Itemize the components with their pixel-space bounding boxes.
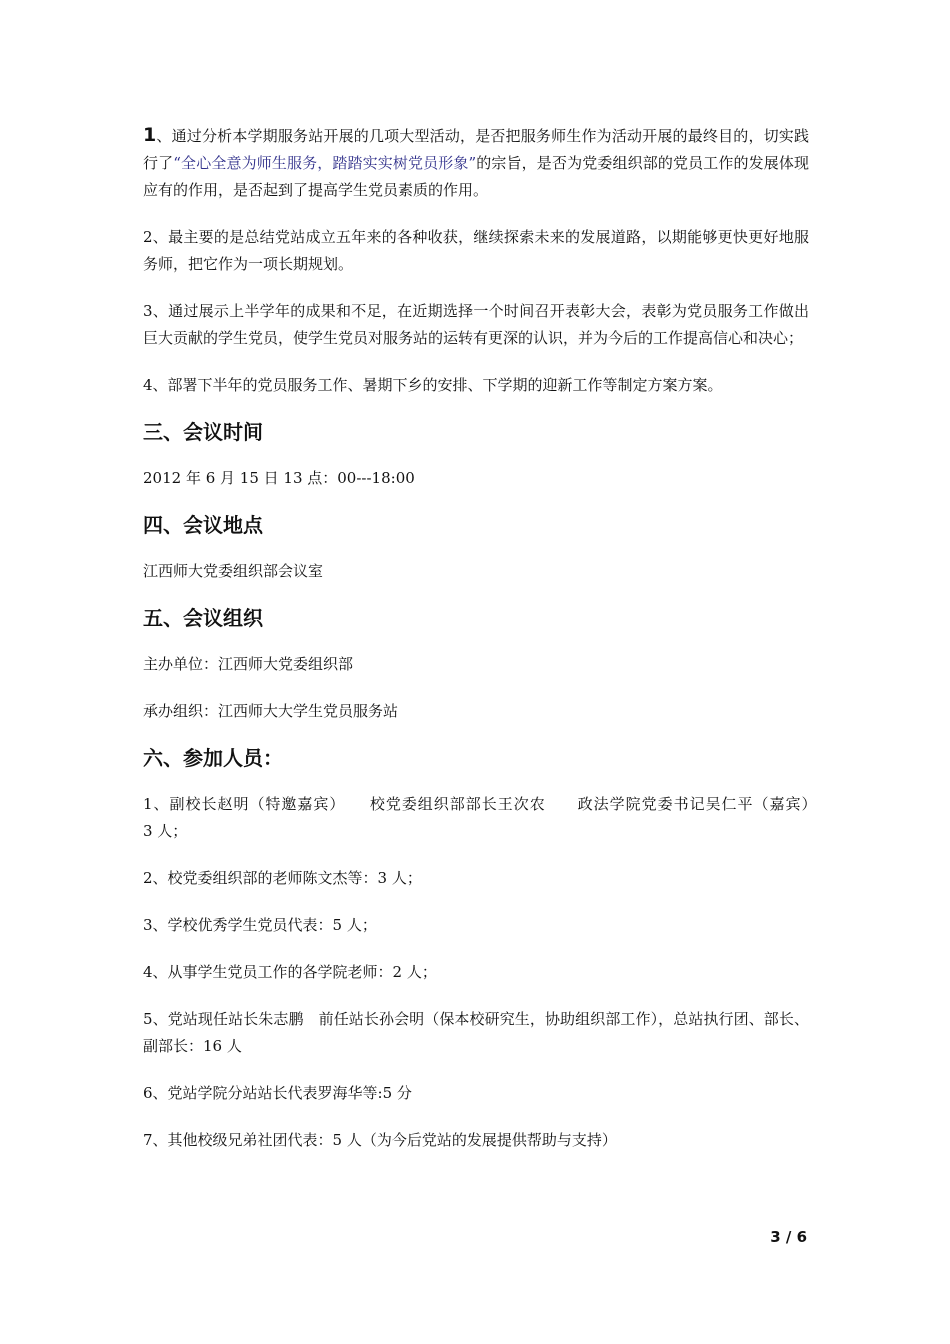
purpose-item-1-text-a: 、通过分析本学期服务站开展的几项大型活动，是否把服务师生作为活动开展的最终目的，切实践行了: [143, 127, 809, 172]
attendee-item: 2、校党委组织部的老师陈文杰等：3 人；: [143, 869, 422, 887]
attendee-item: 7、其他校级兄弟社团代表：5 人（为今后党站的发展提供帮助与支持）: [143, 1131, 617, 1149]
section-heading-attendees: 六、参加人员：: [143, 746, 283, 770]
meeting-location: 江西师大党委组织部会议室: [143, 562, 324, 580]
organizer-unit: 承办组织：江西师大大学生党员服务站: [143, 702, 399, 720]
purpose-item-1-text-b: 的宗旨，是否为党委组织部的党员工作的发展体现应有的作用，是否起到了提高学生党员素质的作用。: [143, 154, 809, 199]
purpose-item-1: [143, 122, 809, 204]
attendee-item: 4、从事学生党员工作的各学院老师：2 人；: [143, 963, 437, 981]
section-heading-time: 三、会议时间: [143, 420, 263, 444]
purpose-item-2: 2、最主要的是总结党站成立五年来的各种收获，继续探索未来的发展道路，以期能够更快更好地服务师，把它作为一项长期规划。: [143, 228, 809, 273]
purpose-motto: “全心全意为师生服务，踏踏实实树党员形象”: [173, 154, 477, 172]
purpose-item-1-number: 1: [143, 124, 157, 146]
section-heading-location: 四、会议地点: [143, 513, 263, 537]
attendee-item: 1、副校长赵明（特邀嘉宾） 校党委组织部部长王次农 政法学院党委书记吴仁平（嘉宾） 3 人；: [143, 795, 855, 840]
purpose-item-4: 4、部署下半年的党员服务工作、暑期下乡的安排、下学期的迎新工作等制定方案方案。: [143, 376, 723, 394]
attendee-item: 5、党站现任站长朱志鹏 前任站长孙会明（保本校研究生，协助组织部工作），总站执行团、部长、副部长：16 人: [143, 1010, 809, 1055]
page-number: 3 / 6: [770, 1228, 807, 1246]
meeting-time: 2012 年 6 月 15 日 13 点：00---18:00: [143, 469, 415, 487]
purpose-item-3: 3、通过展示上半学年的成果和不足，在近期选择一个时间召开表彰大会，表彰为党员服务工作做出巨大贡献的学生党员，使学生党员对服务站的运转有更深的认识，并为今后的工作提高信心和决心；: [143, 302, 809, 347]
document-page: [143, 122, 855, 1154]
section-heading-organization: 五、会议组织: [143, 606, 263, 630]
attendee-item: 3、学校优秀学生党员代表：5 人；: [143, 916, 377, 934]
attendee-item: 6、党站学院分站站长代表罗海华等:5 分: [143, 1084, 412, 1102]
host-unit: 主办单位：江西师大党委组织部: [143, 655, 354, 673]
